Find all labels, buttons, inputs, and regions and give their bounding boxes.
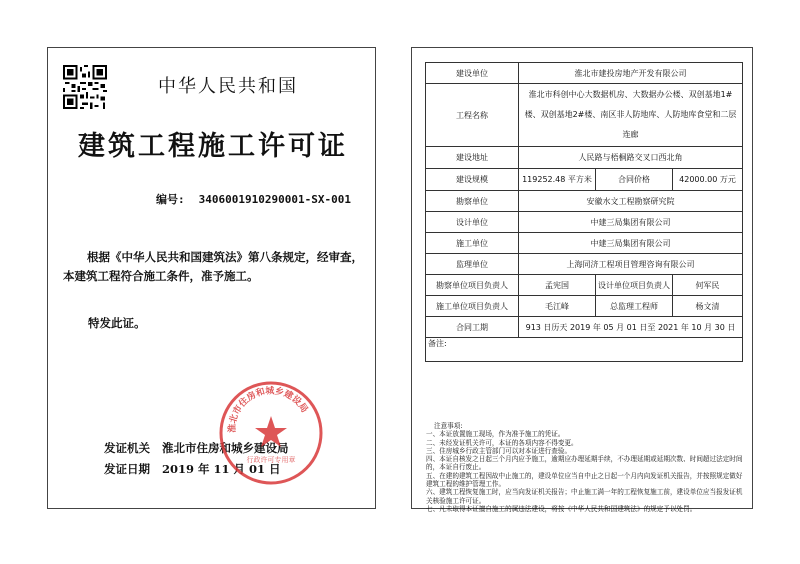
chief-supervisor-label: 总监理工程师	[596, 296, 673, 317]
table-row	[426, 147, 743, 169]
address-value: 人民路与梧桐路交叉口西北角	[519, 147, 743, 169]
construction-lead-label: 施工单位项目负责人	[426, 296, 519, 317]
survey-lead-value: 孟宪国	[519, 275, 596, 296]
note-item: 五、在建的建筑工程因故中止施工的，建设单位应当自中止之日起一个月内向发证机关报告，并按照规定做好建筑工程的维护管理工作。	[426, 471, 743, 489]
notes-title: 注意事项:	[434, 422, 463, 430]
table-row	[426, 84, 743, 147]
project-name-label: 工程名称	[426, 84, 519, 147]
note-item: 三、住房城乡行政主管部门可以对本证进行查验。	[426, 446, 572, 455]
official-seal-icon	[216, 378, 326, 488]
survey-unit-value: 安徽水文工程勘察研究院	[519, 191, 743, 212]
construction-unit-value: 中建三局集团有限公司	[519, 233, 743, 254]
table-row	[426, 169, 743, 191]
certificate-body-text: 根据《中华人民共和国建筑法》第八条规定，经审查，本建筑工程符合施工条件，准予施工。	[63, 250, 363, 283]
table-row	[426, 233, 743, 254]
table-row	[426, 254, 743, 275]
price-label: 合同价格	[596, 169, 673, 191]
table-row	[426, 275, 743, 296]
design-unit-label: 设计单位	[426, 212, 519, 233]
table-row	[426, 63, 743, 84]
construction-lead-value: 毛江峰	[519, 296, 596, 317]
table-row	[426, 338, 743, 362]
builder-label: 建设单位	[426, 63, 519, 84]
issuing-authority-label: 发证机关	[104, 441, 150, 455]
note-item: 七、凡未取得本证擅自施工的属违法建设，将按《中华人民共和国建筑法》的规定予以处罚。	[426, 504, 697, 513]
issue-date: 2019 年 11 月 01 日	[162, 462, 281, 476]
remarks-label: 备注:	[426, 338, 743, 362]
project-info-table	[425, 62, 743, 362]
builder-value: 淮北市建投房地产开发有限公司	[519, 63, 743, 84]
certificate-title: 建筑工程施工许可证	[78, 131, 348, 162]
country-name: 中华人民共和国	[158, 76, 298, 97]
survey-lead-label: 勘察单位项目负责人	[426, 275, 519, 296]
certificate-front-page	[47, 47, 376, 509]
certificate-number-label: 编号:	[156, 193, 185, 206]
scale-value: 119252.48 平方米	[519, 169, 596, 191]
certificate-back-page	[411, 47, 753, 513]
price-value: 42000.00 万元	[673, 169, 743, 191]
design-unit-value: 中建三局集团有限公司	[519, 212, 743, 233]
project-name-value: 淮北市科创中心大数据机房、大数据办公楼、双创基地1#楼、双创基地2#楼、南区非人防地库、人防地库食堂和二层连廊	[519, 84, 743, 147]
supervision-unit-value: 上海同济工程项目管理咨询有限公司	[519, 254, 743, 275]
issue-date-label: 发证日期	[104, 462, 150, 476]
contract-period-value: 913 日历天 2019 年 05 月 01 日至 2021 年 10 月 30 日	[519, 317, 743, 338]
table-row	[426, 296, 743, 317]
note-item: 四、本证自核发之日起三个月内应予施工，逾期应办理延期手续，不办理延期或延期次数、时间超过法定时间的，本证自行废止。	[426, 455, 743, 472]
survey-unit-label: 勘察单位	[426, 191, 519, 212]
design-lead-label: 设计单位项目负责人	[596, 275, 673, 296]
certificate-hereby-text: 特发此证。	[88, 316, 146, 330]
table-row	[426, 191, 743, 212]
notes-section	[426, 422, 744, 513]
chief-supervisor-value: 杨文清	[673, 296, 743, 317]
certificate-number-row	[156, 191, 351, 207]
note-item: 一、本证放置施工现场，作为准予施工的凭证。	[426, 430, 565, 439]
issuing-authority: 淮北市住房和城乡建设局	[162, 441, 289, 455]
note-item: 六、建筑工程恢复施工时，应当向发证机关报告；中止施工满一年的工程恢复施工前，建设单位应当报发证机关核验施工许可证。	[426, 488, 743, 505]
table-row	[426, 212, 743, 233]
scale-label: 建设规模	[426, 169, 519, 191]
design-lead-value: 何军民	[673, 275, 743, 296]
seal-sub-text: 行政许可专用章	[246, 456, 296, 464]
seal-arc-text: 淮北市住房和城乡建设局	[227, 386, 310, 434]
table-row	[426, 317, 743, 338]
address-label: 建设地址	[426, 147, 519, 169]
certificate-number: 3406001910290001-SX-001	[198, 193, 351, 206]
note-item: 二、未经发证机关许可，本证的各项内容不得变更。	[426, 438, 578, 447]
construction-unit-label: 施工单位	[426, 233, 519, 254]
qr-code-icon	[63, 65, 107, 109]
contract-period-label: 合同工期	[426, 317, 519, 338]
supervision-unit-label: 监理单位	[426, 254, 519, 275]
